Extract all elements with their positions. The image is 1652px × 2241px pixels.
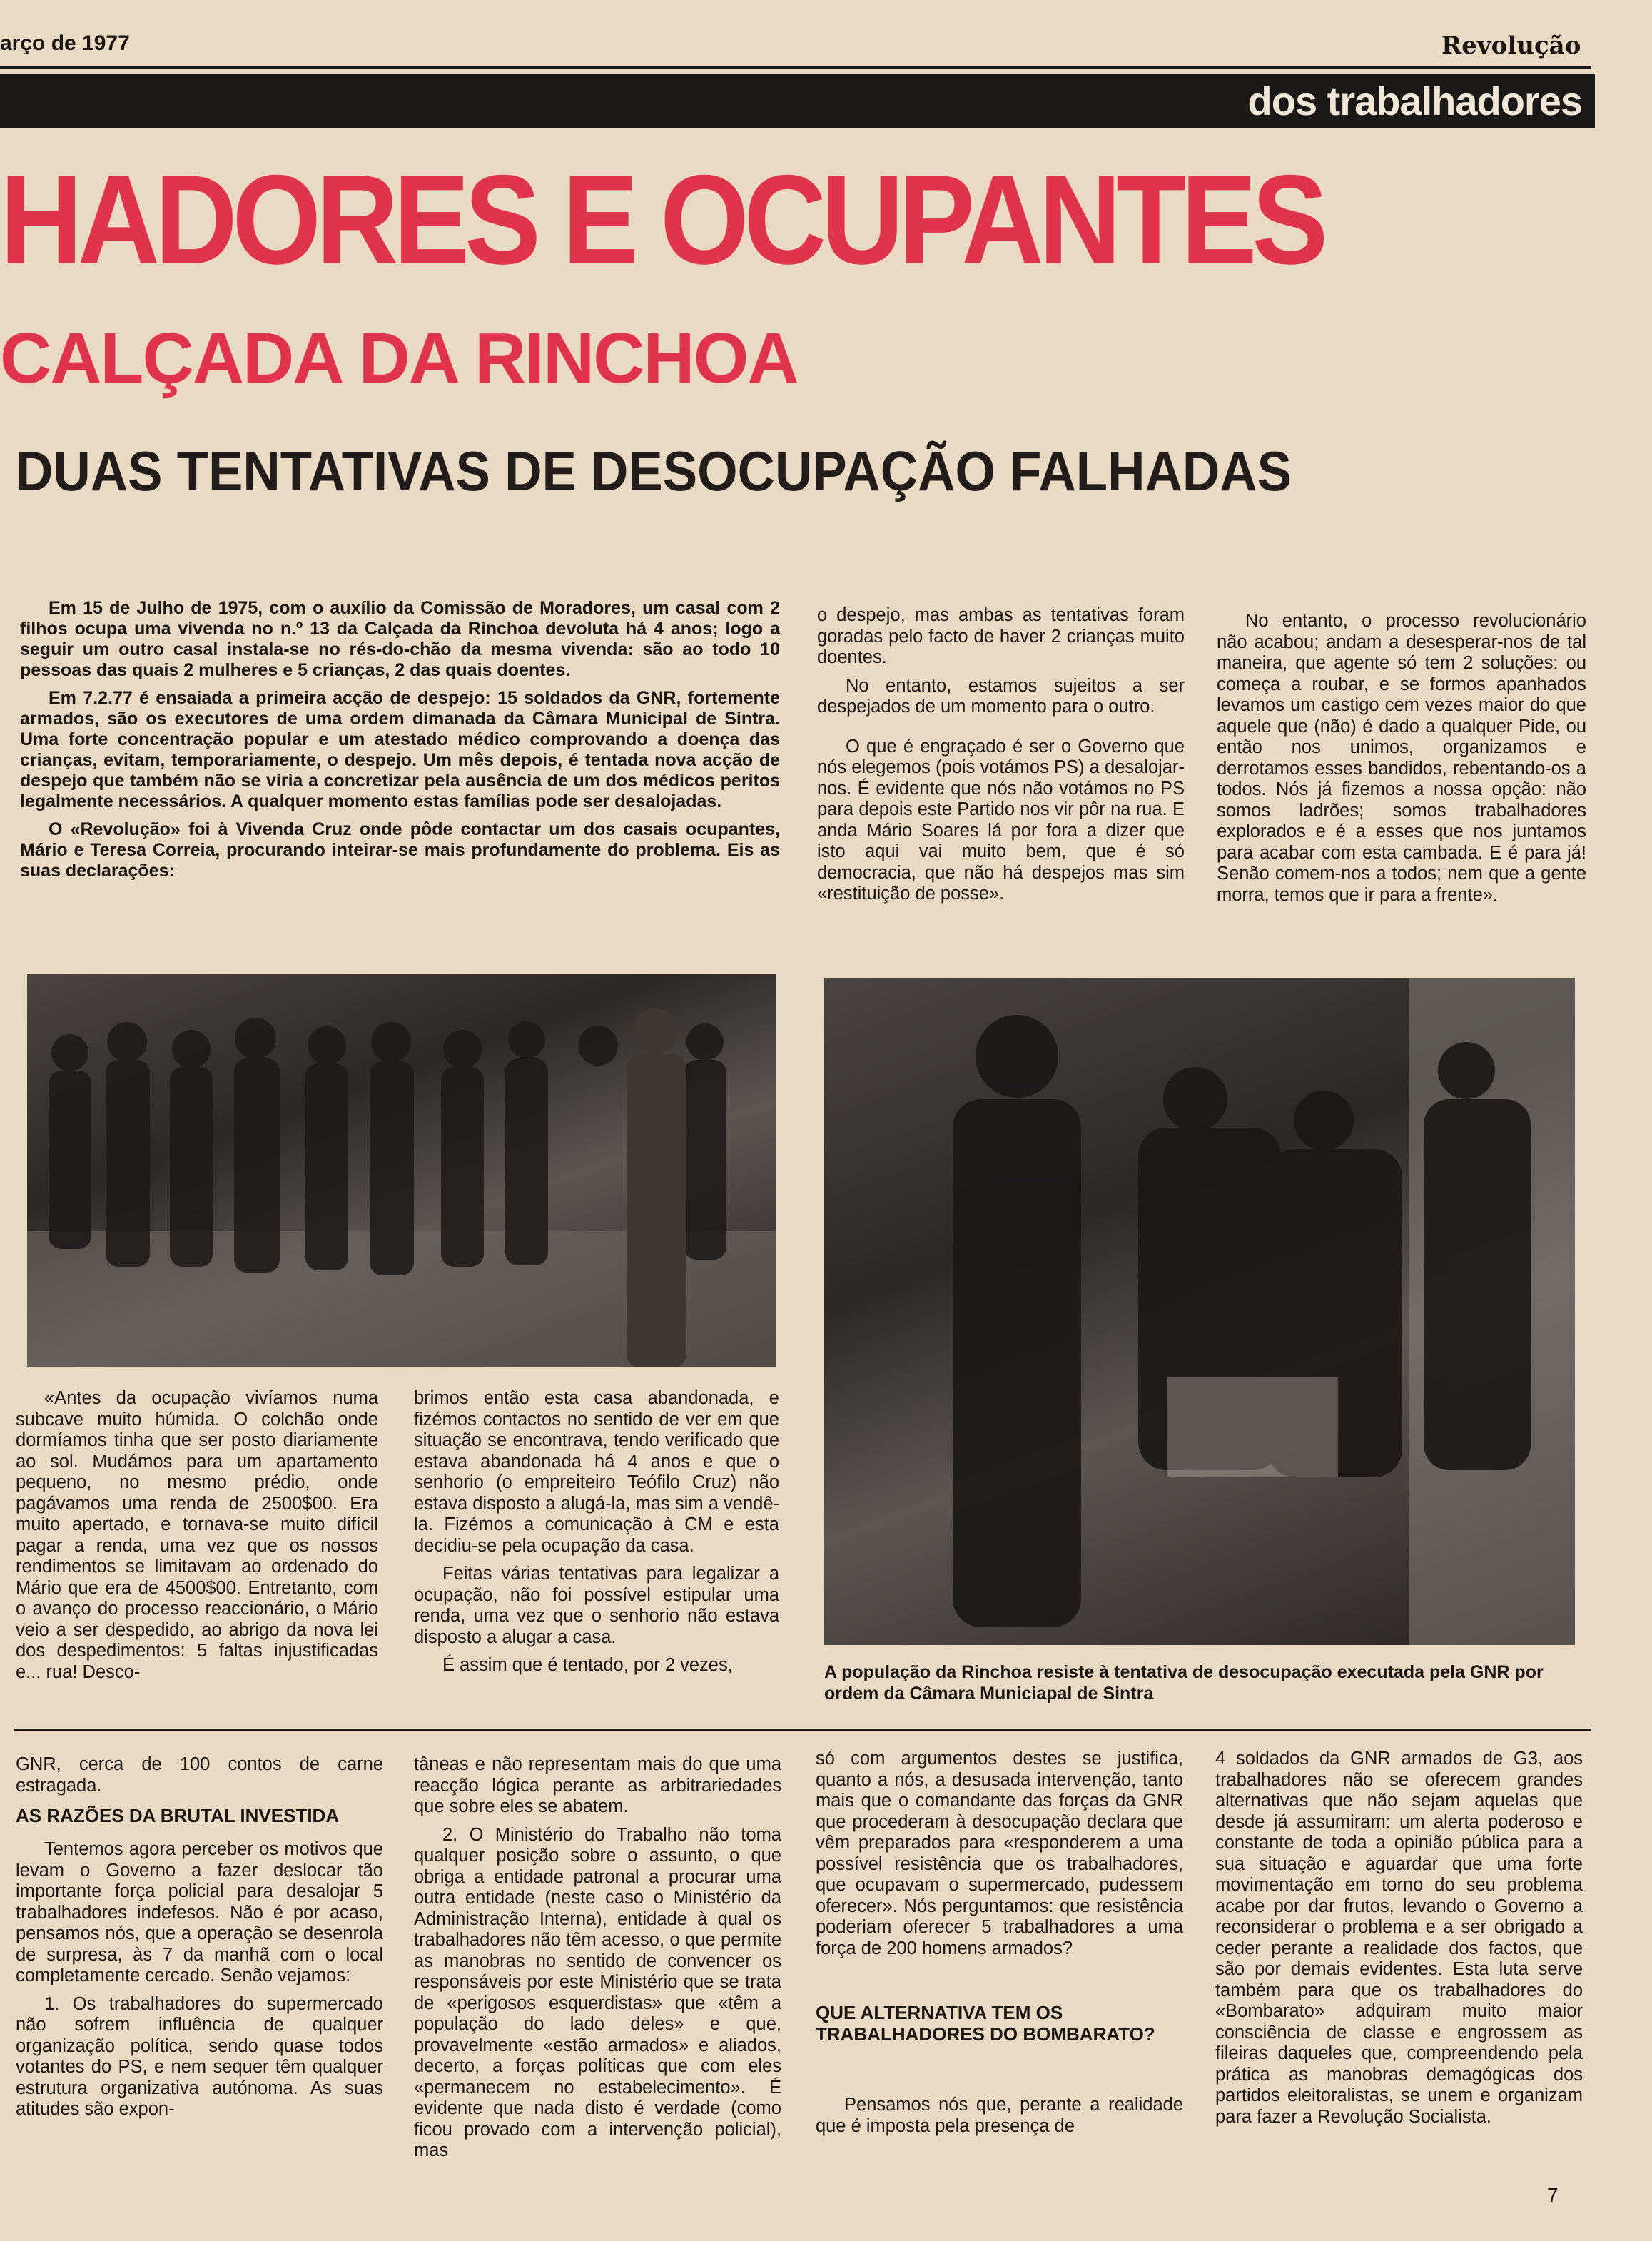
top-col3-paragraph-1: No entanto, o processo revolucionário não acabou; andam a desesperar-nos de tal maneira, que agente só tem 2 soluções: ou começa a roubar, e se formos apanhados levamos um castigo cem vezes maior do que aquele que (não) é dado a qualquer Pide, ou então nos unimos, organizamos e derrotamos esses bandidos, rebentando-os a todos. Nós já fizemos a nossa opção: não somos ladrões; somos trabalhadores explorados e é a esses que nos juntamos para acabar com esta cambada. E é para já! Senão comem-nos a todos; nem que a gente morra, temos que ir para a frente». [1217, 611, 1586, 905]
header-paper-name: Revolução [1441, 31, 1581, 60]
bottom-col1-paragraph-3: 1. Os trabalhadores do supermercado não sofrem influência de qualquer organização política, sendo quase todos votantes do PS, e nem sequer têm qualquer estrutura organizativa autónoma. As suas atitudes são expon- [16, 1993, 383, 2119]
top-col2-paragraph-2: No entanto, estamos sujeitos a ser despejados de um momento para o outro. [817, 675, 1185, 717]
section-divider [14, 1729, 1591, 1731]
bottom-col4-paragraph-1: 4 soldados da GNR armados de G3, aos trabalhadores não se oferecem grandes alternativas que não sejam aquelas que desde já assumiram: um alerta poderoso e constante de toda a opinião pública para a sua situação e aguardar que uma forte movimentação em torno do seu problema acabe por dar frutos, levando o Governo a reconsiderar o problema e a ser obrigado a ceder perante a realidade dos factos, que são por demais evidentes. Esta luta serve também para que os trabalhadores do «Bombarato» adquiram muito maior consciência de classe e engrossem as fileiras daqueles que, compreendendo pela prática as manobras demagógicas dos partidos eleitoralistas, se unem e organizam para fazer a Revolução Socialista. [1215, 1749, 1583, 2127]
intro-paragraph-1: Em 15 de Julho de 1975, com o auxílio da Comissão de Moradores, um casal com 2 filhos ocupa uma vivenda no n.º 13 da Calçada da Rinchoa devoluta há 4 anos; logo a seguir um outro casal instala-se no rés-do-chão da mesma vivenda: são ao todo 10 pessoas das quais 2 mulheres e 5 crianças, 2 das quais doentes. [20, 598, 780, 680]
bottom-col2-paragraph-1: tâneas e não representam mais do que uma reacção lógica perante as arbitrariedades que sobre eles se abatem. [414, 1754, 781, 1816]
bottom-col1-paragraph-1: GNR, cerca de 100 contos de carne estragada. [16, 1754, 383, 1796]
page-number: 7 [1547, 2184, 1559, 2206]
bottom-column-4 [1215, 1749, 1583, 2135]
middle-column-1 [16, 1388, 378, 1690]
header-rule [0, 66, 1591, 69]
top-col2-paragraph-1: o despejo, mas ambas as tentativas foram goradas pelo facto de haver 2 crianças muito doentes. [817, 605, 1185, 667]
mid-col1-paragraph-1: «Antes da ocupação vivíamos numa subcave muito húmida. O colchão onde dormíamos tinha que ser posto diariamente ao sol. Mudámos para um apartamento pequeno, no mesmo prédio, onde pagávamos uma renda de 2500$00. Era muito apertado, e tornava-se muito difícil pagar a renda, uma vez que os nossos rendimentos se limitavam ao ordenado do Mário que era de 4500$00. Entretanto, com o avanço do processo reaccionário, o Mário veio a ser despedido, ao abrigo da nova lei dos despedimentos: 5 faltas injustificadas e... rua! Desco- [16, 1388, 378, 1682]
bottom-col3-paragraph-1: só com argumentos destes se justifica, quanto a nós, a desusada intervenção, tanto mais que o comandante das forças da GNR que procederam à desocupação declara que vêm preparados para «responderem a uma possível resistência que os trabalhadores, que ocupavam o supermercado, pudessem oferecer». Nós perguntamos: que resistência poderiam oferecer 5 trabalhadores a uma força de 200 homens armados? [816, 1749, 1183, 1958]
headline-subtitle: DUAS TENTATIVAS DE DESOCUPAÇÃO FALHADAS [16, 440, 1292, 502]
bottom-column-3 [816, 1749, 1183, 2144]
eviction-struggle-photo [824, 978, 1575, 1645]
bottom-col3-subhead: QUE ALTERNATIVA TEM OS TRABALHADORES DO BOMBARATO? [816, 2002, 1155, 2045]
mid-col2-paragraph-3: É assim que é tentado, por 2 vezes, [442, 1655, 733, 1675]
section-banner [0, 74, 1595, 128]
intro-column [20, 598, 780, 889]
mid-col2-paragraph-1: brimos então esta casa abandonada, e fizémos contactos no sentido de ver em que situação se encontrava, tendo verificado que estava abandonada há 4 anos e que o senhorio (o empreiteiro Teófilo Cruz) não estava disposto a alugá-la, mas sim a vendê-la. Fizémos a comunicação à CM e esta decidiu-se pela ocupação da casa. [414, 1388, 779, 1556]
header-date: arço de 1977 [0, 31, 130, 55]
bottom-col1-paragraph-2: Tentemos agora perceber os motivos que levam o Governo a fazer deslocar tão importante força policial para desalojar 5 trabalhadores indefesos. Não é por acaso, pensamos nós, que a operação se desenrola de surpresa, às 7 da manhã com o local completamente cercado. Senão vejamos: [16, 1839, 383, 1985]
intro-paragraph-2: Em 7.2.77 é ensaiada a primeira acção de despejo: 15 soldados da GNR, fortemente armados, são os executores de uma ordem dimanada da Câmara Municipal de Sintra. Uma forte concentração popular e um atestado médico comprovando a doença das crianças, evitam, temporariamente, o despejo. Um mês depois, é tentada nova acção de despejo que também não se viria a concretizar pela ausência de um dos médicos peritos legalmente necessários. A qualquer momento estas famílias pode ser desalojadas. [20, 688, 780, 811]
crowd-photo-graphic [27, 974, 776, 1367]
bottom-col1-subhead: AS RAZÕES DA BRUTAL INVESTIDA [16, 1805, 340, 1826]
top-col2-paragraph-3: O que é engraçado é ser o Governo que nós elegemos (pois votámos PS) a desalojar-nos. É evidente que nós não votámos no PS para depois este Partido nos vir pôr na rua. E anda Mário Soares lá por fora a dizer que isto aqui vai muito bem, que é só democracia, que não há despejos mas sim «restituição de posse». [817, 736, 1185, 904]
crowd-photo [27, 974, 776, 1367]
photo-caption: A população da Rinchoa resiste à tentativa de desocupação executada pela GNR por ordem da Câmara Municiapal de Sintra [824, 1662, 1544, 1704]
middle-column-2 [414, 1388, 779, 1684]
intro-paragraph-3: O «Revolução» foi à Vivenda Cruz onde pôde contactar um dos casais ocupantes, Mário e Teresa Correia, procurando inteirar-se mais profundamente do problema. Eis as suas declarações: [20, 819, 780, 881]
bottom-col3-paragraph-2: Pensamos nós que, perante a realidade que é imposta pela presença de [816, 2095, 1183, 2136]
mid-col2-paragraph-2: Feitas várias tentativas para legalizar a ocupação, não foi possível estipular uma renda, uma vez que o senhorio não estava disposto a alugar a casa. [414, 1564, 779, 1647]
eviction-photo-graphic [824, 978, 1575, 1645]
top-column-3 [1217, 611, 1586, 913]
bottom-column-1 [16, 1754, 383, 2128]
bottom-column-2 [414, 1754, 781, 2169]
top-column-2 [817, 605, 1185, 912]
headline-main: HADORES E OCUPANTES [0, 148, 1324, 290]
headline-secondary: CALÇADA DA RINCHOA [0, 318, 798, 398]
section-banner-label: dos trabalhadores [1247, 79, 1582, 123]
bottom-col2-paragraph-2: 2. O Ministério do Trabalho não toma qualquer posição sobre o assunto, o que obriga a entidade patronal a procurar uma outra entidade (neste caso o Ministério da Administração Interna), entidade à qual os trabalhadores não têm acesso, o que permite as manobras no sentido de convencer os responsáveis por este Ministério que se trata de «perigosos esquerdistas» que «têm a população do lado deles» e que, provavelmente «estão armados» e aliados, decerto, a forças políticas que com eles «permanecem no estabelecimento». É evidente que nada disto é verdade (como ficou provado com a intervenção policial), mas [414, 1824, 781, 2160]
